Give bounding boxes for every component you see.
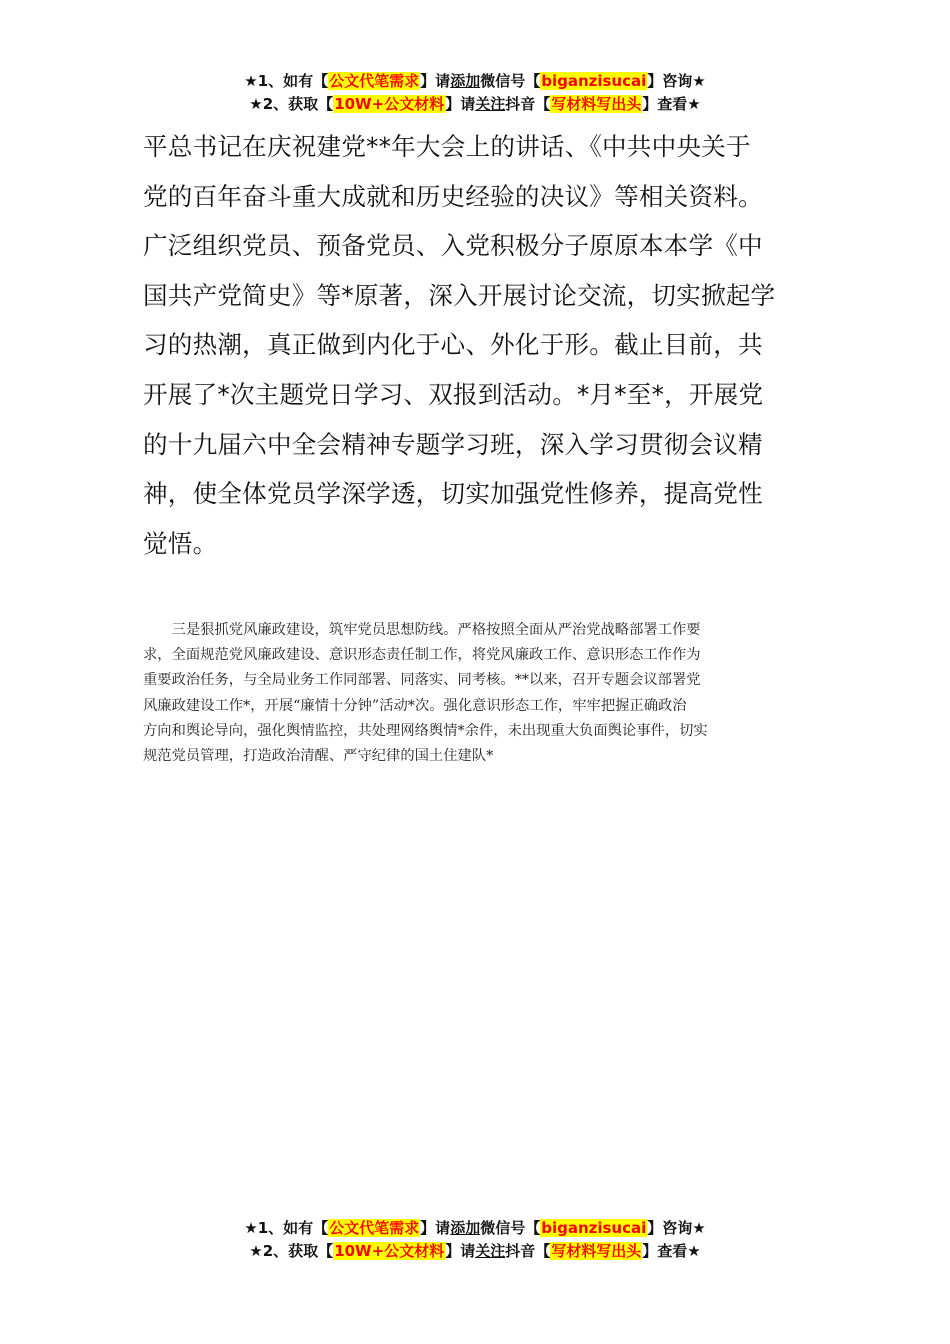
banner-text: 】请 <box>445 95 476 113</box>
section-line: 求，全面规范党风廉政建设、意识形态责任制工作，将党风廉政工作、意识形态工作作为 <box>143 647 701 664</box>
banner-line-2 <box>0 93 950 116</box>
section-line: 规范党员管理，打造政治清醒、严守纪律的国土住建队* <box>143 748 494 765</box>
banner-text: 】查看★ <box>642 95 701 113</box>
paragraph-line: 习的热潮，真正做到内化于心、外化于形。截止目前，共 <box>143 330 763 360</box>
highlight-writing-service: 公文代笔需求 <box>329 72 420 90</box>
banner-text: ★1、如有【 <box>244 1219 329 1237</box>
underlined-add: 添加 <box>450 1219 481 1237</box>
paragraph-line: 国共产党简史》等*原著，深入开展讨论交流，切实掀起学 <box>143 280 776 310</box>
banner-text: 】咨询★ <box>647 72 706 90</box>
banner-line-1 <box>0 70 950 93</box>
banner-text: 】请 <box>420 72 451 90</box>
underlined-add: 添加 <box>450 72 481 90</box>
section-line: 三是狠抓党风廉政建设，筑牢党员思想防线。严格按照全面从严治党战略部署工作要 <box>143 622 701 638</box>
banner-text: 微信号【 <box>480 1219 541 1237</box>
banner-text: 】请 <box>420 1219 451 1237</box>
highlight-writing-service: 公文代笔需求 <box>329 1219 420 1237</box>
section-line: 重要政治任务，与全局业务工作同部署、同落实、同考核。**以来，召开专题会议部署党 <box>143 672 701 689</box>
banner-text: ★2、获取【 <box>249 1242 334 1260</box>
banner-text: 微信号【 <box>480 72 541 90</box>
banner-line-1 <box>0 1217 950 1240</box>
paragraph-line: 党的百年奋斗重大成就和历史经验的决议》等相关资料。 <box>143 181 763 211</box>
paragraph-line: 觉悟。 <box>143 528 218 558</box>
highlight-douyin-account: 写材料写出头 <box>551 1242 642 1260</box>
paragraph-line: 开展了*次主题党日学习、双报到活动。*月*至*，开展党 <box>143 379 764 409</box>
highlight-wechat-id: biganzisucai <box>541 1219 647 1237</box>
underlined-follow: 关注 <box>475 1242 506 1260</box>
underlined-follow: 关注 <box>475 95 506 113</box>
banner-text: 抖音【 <box>505 1242 551 1260</box>
header-banner <box>0 70 950 116</box>
paragraph-line: 广泛组织党员、预备党员、入党积极分子原原本本学《中 <box>143 231 763 261</box>
banner-text: ★2、获取【 <box>249 95 334 113</box>
highlight-materials: 10W+公文材料 <box>334 95 445 113</box>
paragraph-line: 的十九届六中全会精神专题学习班，深入学习贯彻会议精 <box>143 429 763 459</box>
banner-line-2 <box>0 1240 950 1263</box>
banner-text: ★1、如有【 <box>244 72 329 90</box>
main-paragraph <box>143 122 811 568</box>
section-line: 风廉政建设工作*，开展“廉情十分钟”活动*次。强化意识形态工作，牢牢把握正确政治 <box>143 697 687 714</box>
footer-banner <box>0 1217 950 1263</box>
highlight-wechat-id: biganzisucai <box>541 72 647 90</box>
paragraph-line: 神，使全体党员学深学透，切实加强党性修养，提高党性 <box>143 479 763 509</box>
banner-text: 】请 <box>445 1242 476 1260</box>
paragraph-line: 平总书记在庆祝建党**年大会上的讲话、《中共中央关于 <box>143 132 751 161</box>
highlight-douyin-account: 写材料写出头 <box>551 95 642 113</box>
banner-text: 抖音【 <box>505 95 551 113</box>
banner-text: 】咨询★ <box>647 1219 706 1237</box>
section-line: 方向和舆论导向，强化舆情监控，共处理网络舆情*余件，未出现重大负面舆论事件，切实 <box>143 722 708 739</box>
banner-text: 】查看★ <box>642 1242 701 1260</box>
highlight-materials: 10W+公文材料 <box>334 1242 445 1260</box>
section-three-paragraph <box>143 618 811 769</box>
